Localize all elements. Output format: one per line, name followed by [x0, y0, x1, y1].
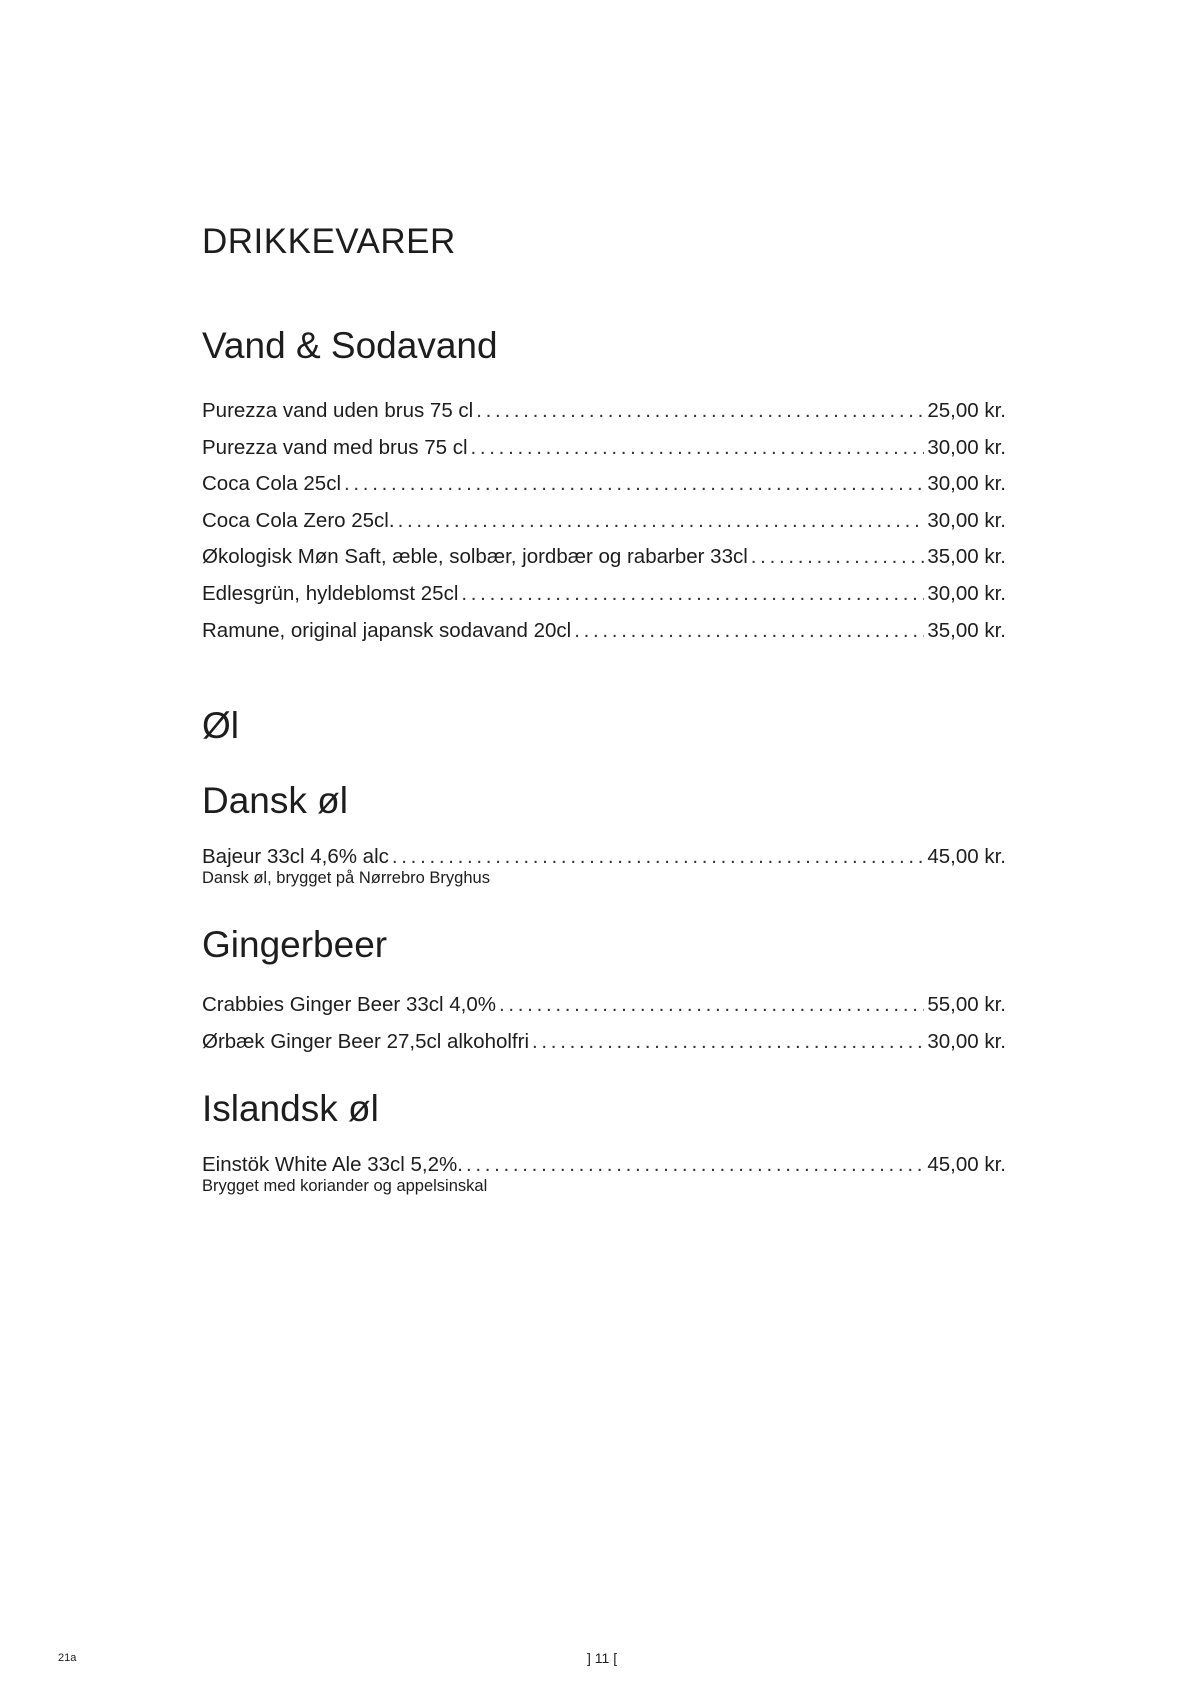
leader-dots — [532, 1028, 924, 1056]
item-note: Dansk øl, brygget på Nørrebro Bryghus — [202, 869, 490, 887]
item-price: 55,00 kr. — [927, 993, 1006, 1016]
menu-item — [202, 1028, 1006, 1065]
leader-dots — [476, 397, 924, 425]
item-name: Purezza vand med brus 75 cl — [202, 435, 468, 459]
menu-list-ginger — [202, 991, 1006, 1064]
menu-list-vand — [202, 397, 1006, 653]
menu-item — [202, 843, 1006, 888]
item-price: 30,00 kr. — [927, 1029, 1006, 1053]
section-heading-islandsk: Islandsk øl — [202, 1088, 379, 1129]
menu-item — [202, 543, 1006, 580]
menu-item — [202, 580, 1006, 617]
leader-dots — [751, 543, 925, 571]
item-price: 30,00 kr. — [927, 508, 1006, 532]
item-price: 35,00 kr. — [927, 618, 1006, 642]
item-name: Crabbies Ginger Beer 33cl 4,0% — [202, 993, 496, 1016]
section-heading-ol: Øl — [202, 705, 239, 746]
item-price: 45,00 kr. — [927, 1153, 1006, 1176]
section-heading-vand: Vand & Sodavand — [202, 325, 498, 366]
item-price: 30,00 kr. — [927, 581, 1006, 605]
leader-dots — [344, 470, 924, 498]
menu-list-dansk — [202, 843, 1006, 888]
menu-item — [202, 617, 1006, 654]
footer-code: 21a — [58, 1652, 77, 1664]
menu-item — [202, 1151, 1006, 1196]
item-price: 45,00 kr. — [927, 845, 1006, 868]
item-name: Edlesgrün, hyldeblomst 25cl — [202, 581, 459, 605]
menu-list-islandsk — [202, 1151, 1006, 1196]
leader-dots — [574, 617, 924, 645]
section-heading-ginger: Gingerbeer — [202, 924, 388, 965]
menu-item — [202, 470, 1006, 507]
item-name: Bajeur 33cl 4,6% alc — [202, 845, 389, 868]
item-price: 35,00 kr. — [927, 545, 1006, 569]
item-name: Einstök White Ale 33cl 5,2%. — [202, 1153, 463, 1176]
item-name: Purezza vand uden brus 75 cl — [202, 399, 474, 422]
leader-dots — [392, 843, 924, 871]
leader-dots — [466, 1151, 924, 1179]
item-name: Økologisk Møn Saft, æble, solbær, jordbær og rabarber 33cl — [202, 545, 748, 569]
menu-item — [202, 507, 1006, 544]
menu-item — [202, 434, 1006, 471]
item-price: 25,00 kr. — [927, 399, 1006, 422]
item-name: Ørbæk Ginger Beer 27,5cl alkoholfri — [202, 1029, 530, 1053]
page-number: ] 11 [ — [587, 1650, 618, 1666]
item-note: Brygget med koriander og appelsinskal — [202, 1177, 488, 1195]
leader-dots — [471, 434, 925, 462]
menu-item — [202, 397, 1006, 434]
leader-dots — [398, 507, 925, 535]
item-price: 30,00 kr. — [927, 435, 1006, 459]
section-heading-dansk: Dansk øl — [202, 780, 348, 821]
item-name: Ramune, original japansk sodavand 20cl — [202, 618, 572, 642]
item-price: 30,00 kr. — [927, 472, 1006, 496]
menu-item — [202, 991, 1006, 1028]
leader-dots — [499, 991, 924, 1019]
leader-dots — [461, 580, 924, 608]
item-name: Coca Cola Zero 25cl. — [202, 508, 395, 532]
page-title: DRIKKEVARER — [202, 222, 456, 261]
item-name: Coca Cola 25cl — [202, 472, 342, 496]
